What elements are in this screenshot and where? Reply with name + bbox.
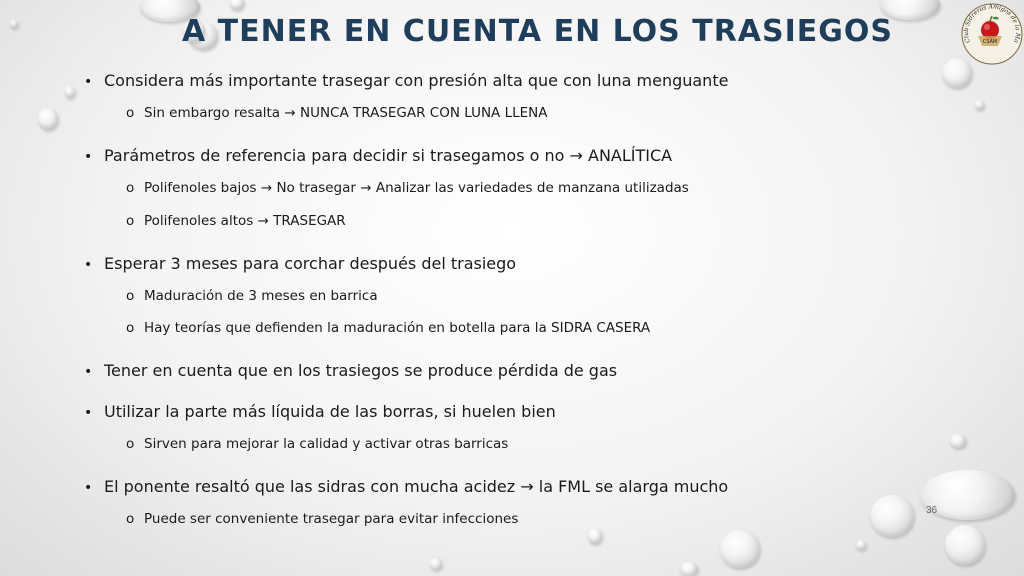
bullet-text: Hay teorías que defienden la maduración en botella para la SIDRA CASERA	[144, 320, 651, 336]
sub-bullet-item	[126, 320, 650, 336]
bullet-text: Utilizar la parte más líquida de las borras, si huelen bien	[104, 402, 556, 421]
water-drop	[38, 108, 58, 130]
logo-text: Club Sidreros Amigos de la Ma	[962, 3, 1022, 44]
bullet-item	[84, 71, 728, 90]
sub-bullet-marker: o	[126, 436, 135, 452]
bullet-item	[84, 402, 556, 421]
bullet-text: Sin embargo resalta → NUNCA TRASEGAR CON LUNA LLENA	[144, 105, 548, 121]
bullet-item	[84, 477, 728, 496]
bullet-text: Sirven para mejorar la calidad y activar otras barricas	[144, 436, 509, 452]
water-drop	[950, 434, 966, 448]
bullet-marker: •	[84, 257, 93, 273]
sub-bullet-item	[126, 180, 689, 196]
sub-bullet-item	[126, 105, 548, 121]
water-drop	[720, 530, 760, 568]
water-drop	[430, 558, 442, 570]
water-drop	[10, 20, 18, 28]
bullet-text: Maduración de 3 meses en barrica	[144, 288, 378, 304]
logo-center: CSAM	[982, 39, 998, 45]
sub-bullet-marker: o	[126, 105, 135, 121]
bullet-text: Esperar 3 meses para corchar después del trasiego	[104, 254, 517, 273]
sub-bullet-item	[126, 436, 508, 452]
bullet-text: Polifenoles bajos → No trasegar → Analizar las variedades de manzana utilizadas	[144, 180, 689, 196]
sub-bullet-marker: o	[126, 180, 135, 196]
bullet-text: Tener en cuenta que en los trasiegos se produce pérdida de gas	[104, 361, 618, 380]
bullet-marker: •	[84, 74, 93, 90]
sub-bullet-item	[126, 288, 378, 304]
bullet-item	[84, 146, 672, 165]
sub-bullet-item	[126, 213, 346, 229]
water-drop	[65, 86, 75, 98]
sub-bullet-marker: o	[126, 511, 135, 527]
water-drop	[680, 562, 698, 576]
bullet-text: El ponente resaltó que las sidras con mucha acidez → la FML se alarga mucho	[104, 477, 729, 496]
bullet-marker: •	[84, 364, 93, 380]
slide-title: A TENER EN CUENTA EN LOS TRASIEGOS	[182, 14, 894, 49]
bullet-marker: •	[84, 405, 93, 421]
bullet-item	[84, 361, 617, 380]
bullet-marker: •	[84, 149, 93, 165]
water-drop	[870, 495, 914, 537]
bullet-text: Considera más importante trasegar con presión alta que con luna menguante	[104, 71, 729, 90]
water-drop	[945, 525, 985, 565]
bullet-item	[84, 254, 516, 273]
sub-bullet-item	[126, 511, 518, 527]
sub-bullet-marker: o	[126, 288, 135, 304]
sub-bullet-marker: o	[126, 213, 135, 229]
slide-number: 36	[926, 505, 938, 516]
water-drop	[230, 0, 244, 10]
bullet-marker: •	[84, 480, 93, 496]
club-logo	[960, 2, 1024, 66]
water-drop	[588, 528, 602, 544]
water-drop	[856, 540, 866, 550]
bullet-text: Polifenoles altos → TRASEGAR	[144, 213, 346, 229]
bullet-text: Parámetros de referencia para decidir si trasegamos o no → ANALÍTICA	[104, 146, 673, 165]
water-drop	[975, 100, 984, 110]
bullet-text: Puede ser conveniente trasegar para evitar infecciones	[144, 511, 519, 527]
sub-bullet-marker: o	[126, 320, 135, 336]
